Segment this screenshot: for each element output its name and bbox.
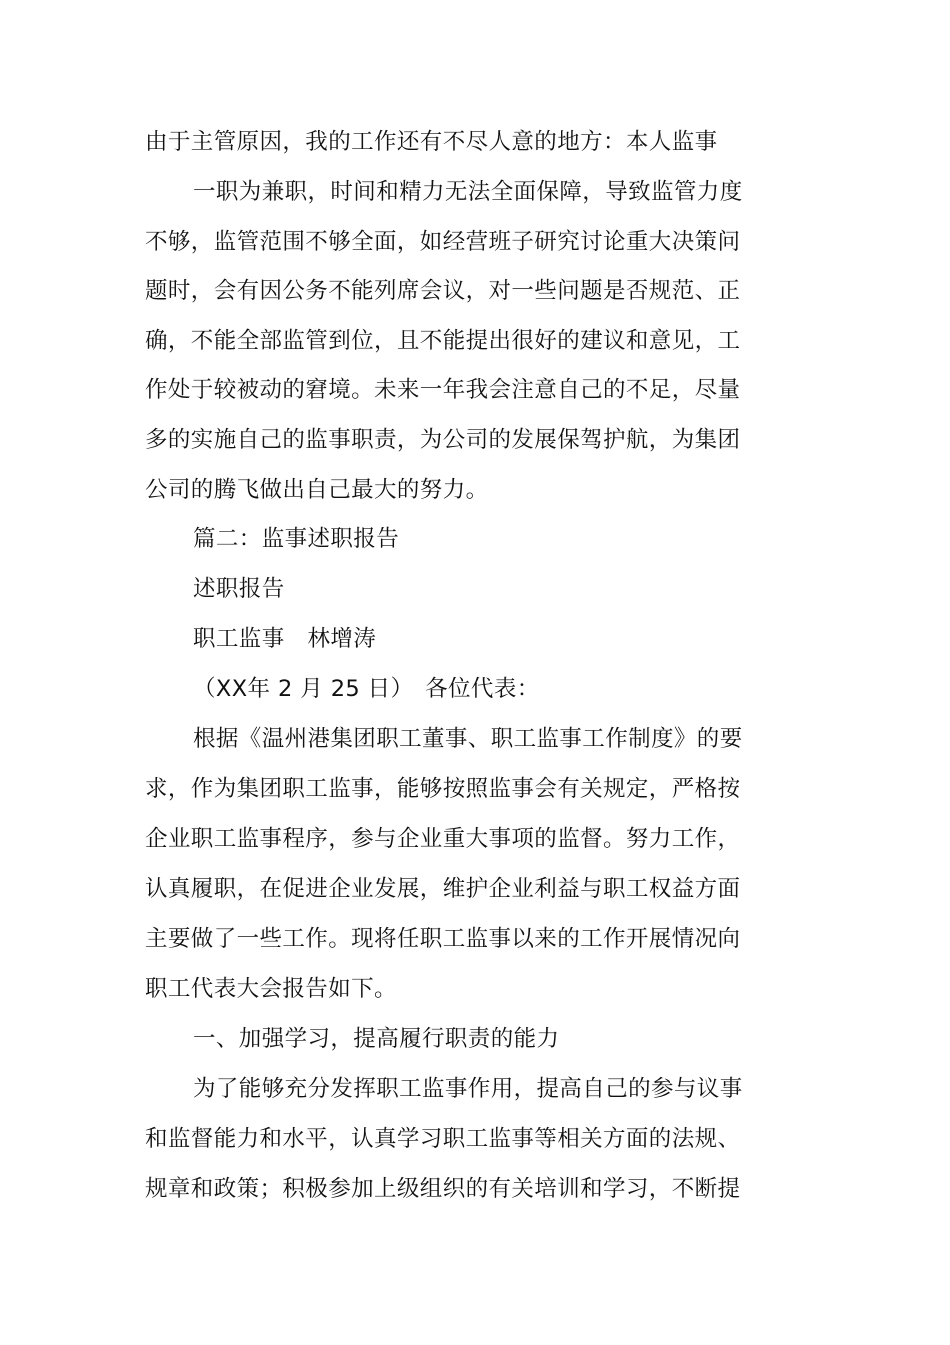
paragraph-line: 规章和政策；积极参加上级组织的有关培训和学习，不断提 <box>145 1176 741 1202</box>
paragraph-line: 不够，监管范围不够全面，如经营班子研究讨论重大决策问 <box>145 229 741 255</box>
section-heading: 一、加强学习，提高履行职责的能力 <box>193 1026 560 1052</box>
section-heading: 篇二：监事述职报告 <box>193 526 400 552</box>
date-salutation-line: （XX年 2 月 25 日） 各位代表： <box>193 676 540 702</box>
author-line: 职工监事 林增涛 <box>193 626 377 652</box>
paragraph-line: 作处于较被动的窘境。未来一年我会注意自己的不足，尽量 <box>145 377 741 403</box>
paragraph-line: 主要做了一些工作。现将任职工监事以来的工作开展情况向 <box>145 926 741 952</box>
paragraph-line: 题时，会有因公务不能列席会议，对一些问题是否规范、正 <box>145 278 741 304</box>
paragraph-line: 一职为兼职，时间和精力无法全面保障，导致监管力度 <box>193 179 743 205</box>
paragraph-line: 求，作为集团职工监事，能够按照监事会有关规定，严格按 <box>145 776 741 802</box>
paragraph-line: 职工代表大会报告如下。 <box>145 976 397 1002</box>
paragraph-line: 公司的腾飞做出自己最大的努力。 <box>145 477 489 503</box>
paragraph-line: 和监督能力和水平，认真学习职工监事等相关方面的法规、 <box>145 1126 741 1152</box>
paragraph-line: 认真履职，在促进企业发展，维护企业利益与职工权益方面 <box>145 876 741 902</box>
paragraph-line: 为了能够充分发挥职工监事作用，提高自己的参与议事 <box>193 1076 743 1102</box>
paragraph-line: 确，不能全部监管到位，且不能提出很好的建议和意见，工 <box>145 328 741 354</box>
paragraph-line: 多的实施自己的监事职责，为公司的发展保驾护航，为集团 <box>145 427 741 453</box>
report-title: 述职报告 <box>193 576 285 602</box>
paragraph-line: 根据《温州港集团职工董事、职工监事工作制度》的要 <box>193 726 743 752</box>
paragraph-line: 由于主管原因，我的工作还有不尽人意的地方：本人监事 <box>145 129 718 155</box>
paragraph-line: 企业职工监事程序，参与企业重大事项的监督。努力工作， <box>145 826 741 852</box>
